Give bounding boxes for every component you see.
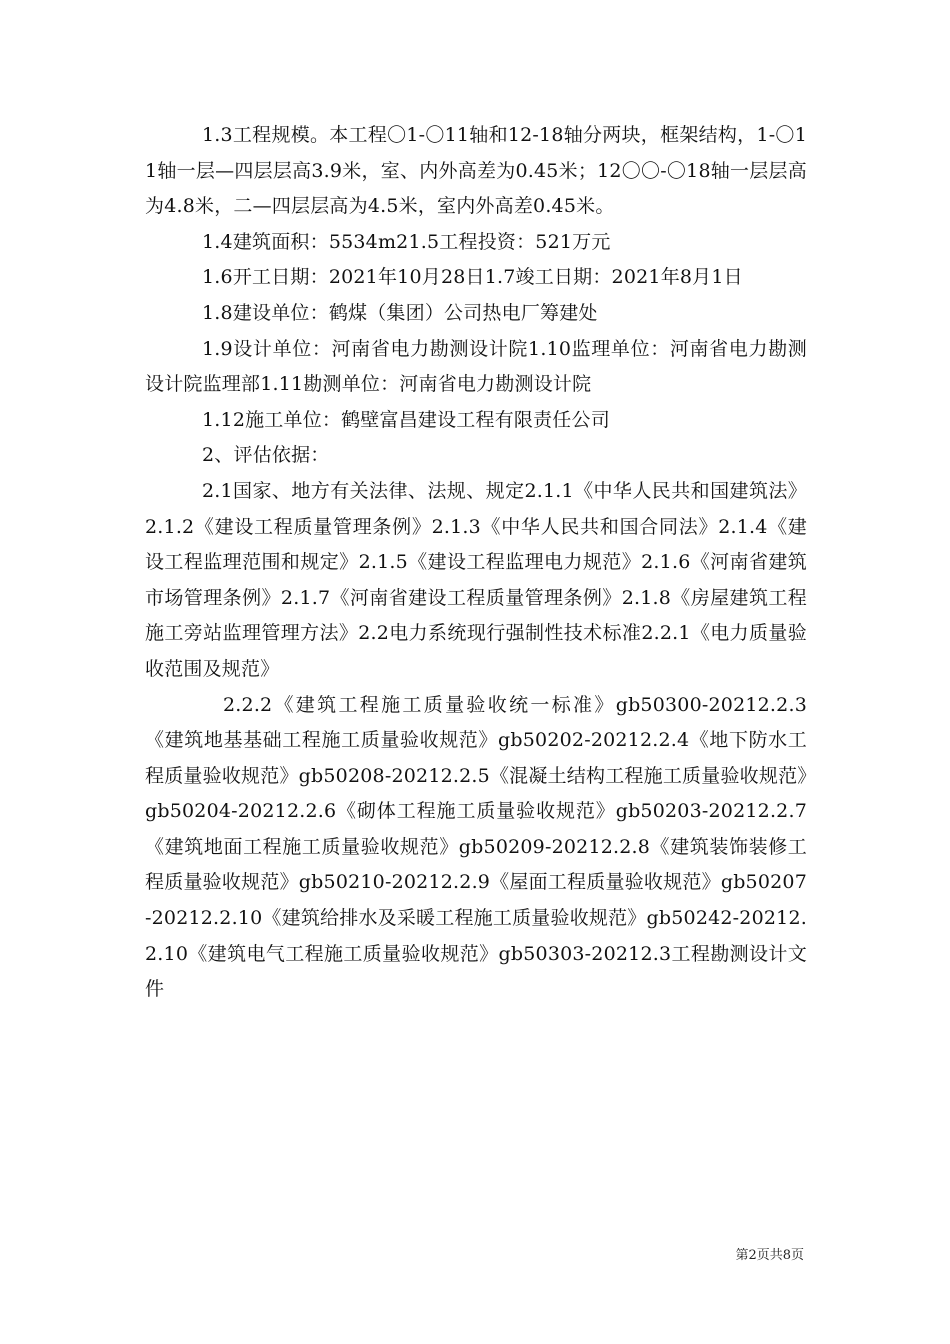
- paragraph-technical-standards: 2.2.2《建筑工程施工质量验收统一标准》gb50300-20212.2.3《建筑地基基础工程施工质量验收规范》gb50202-20212.2.4《地下防水工程质量验收规范》gb50208-20212.2.5《混凝土结构工程施工质量验收规范》gb50204-20212.2.6《砌体工程施工质量验收规范》gb50203-20212.2.7《建筑地面工程施工质量验收规范》gb50209-20212.2.8《建筑装饰装修工程质量验收规范》gb50210-20212.2.9《屋面工程质量验收规范》gb50207-20212.2.10《建筑给排水及采暖工程施工质量验收规范》gb50242-20212.2.10《建筑电气工程施工质量验收规范》gb50303-20212.3工程勘测设计文件: [145, 693, 807, 1001]
- paragraph-dates: 1.6开工日期：2021年10月28日1.7竣工日期：2021年8月1日: [202, 266, 743, 289]
- section-heading-evaluation-basis: 2、评估依据：: [202, 444, 330, 467]
- page-number: 第2页共8页: [735, 1248, 804, 1263]
- document-body: [145, 118, 807, 1008]
- paragraph-laws-regulations: 2.1国家、地方有关法律、法规、规定2.1.1《中华人民共和国建筑法》2.1.2《建设工程质量管理条例》2.1.3《中华人民共和国合同法》2.1.4《建设工程监理范围和规定》2.1.5《建设工程监理电力规范》2.1.6《河南省建筑市场管理条例》2.1.7《河南省建设工程质量管理条例》2.1.8《房屋建筑工程施工旁站监理管理方法》2.2电力系统现行强制性技术标准2.2.1《电力质量验收范围及规范》: [145, 479, 807, 680]
- paragraph-project-scale: 1.3工程规模。本工程〇1-〇11轴和12-18轴分两块，框架结构，1-〇11轴一层—四层层高3.9米，室、内外高差为0.45米；12〇〇-〇18轴一层层高为4.8米，二—四层层高为4.5米，室内外高差0.45米。: [145, 124, 807, 218]
- paragraph-builder: 1.12施工单位：鹤壁富昌建设工程有限责任公司: [202, 408, 610, 431]
- paragraph-construction-unit: 1.8建设单位：鹤煤（集团）公司热电厂筹建处: [202, 301, 598, 324]
- paragraph-building-area: 1.4建筑面积：5534m21.5工程投资：521万元: [202, 230, 611, 253]
- paragraph-design-supervision-units: 1.9设计单位：河南省电力勘测设计院1.10监理单位：河南省电力勘测设计院监理部1.11勘测单位：河南省电力勘测设计院: [145, 337, 807, 396]
